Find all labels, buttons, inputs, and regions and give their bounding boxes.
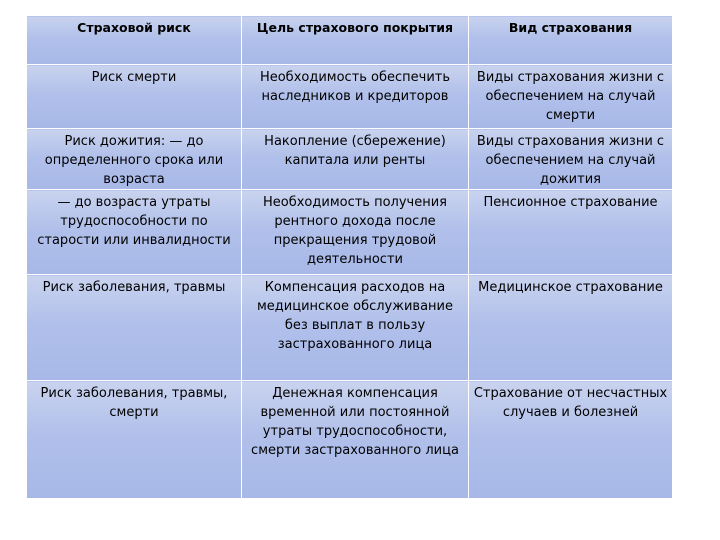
cell-coverage-goal: Денежная компенсация временной или постоянной утраты трудоспособности, смерти застрахованного лица — [242, 381, 469, 499]
cell-insurance-type: Пенсионное страхование — [469, 190, 673, 275]
header-insurance-type: Вид страхования — [469, 16, 673, 65]
cell-coverage-goal: Накопление (сбережение) капитала или ренты — [242, 129, 469, 190]
table-row — [27, 129, 673, 190]
table-row — [27, 65, 673, 129]
cell-risk: Риск заболевания, травмы, смерти — [27, 381, 242, 499]
cell-insurance-type: Виды страхования жизни с обеспечением на случай дожития — [469, 129, 673, 190]
header-coverage-goal: Цель страхового покрытия — [242, 16, 469, 65]
cell-coverage-goal: Необходимость обеспечить наследников и кредиторов — [242, 65, 469, 129]
cell-coverage-goal: Необходимость получения рентного дохода после прекращения трудовой деятельности — [242, 190, 469, 275]
cell-risk: — до возраста утраты трудоспособности по старости или инвалидности — [27, 190, 242, 275]
cell-risk: Риск смерти — [27, 65, 242, 129]
table-row — [27, 275, 673, 381]
table-row — [27, 190, 673, 275]
cell-risk: Риск дожития: — до определенного срока или возраста — [27, 129, 242, 190]
cell-insurance-type: Страхование от несчастных случаев и болезней — [469, 381, 673, 499]
insurance-risk-table — [26, 15, 673, 499]
cell-risk: Риск заболевания, травмы — [27, 275, 242, 381]
cell-insurance-type: Виды страхования жизни с обеспечением на случай смерти — [469, 65, 673, 129]
table-header-row — [27, 16, 673, 65]
cell-coverage-goal: Компенсация расходов на медицинское обслуживание без выплат в пользу застрахованного лица — [242, 275, 469, 381]
table-row — [27, 381, 673, 499]
header-risk: Страховой риск — [27, 16, 242, 65]
cell-insurance-type: Медицинское страхование — [469, 275, 673, 381]
insurance-table-container — [26, 15, 672, 499]
